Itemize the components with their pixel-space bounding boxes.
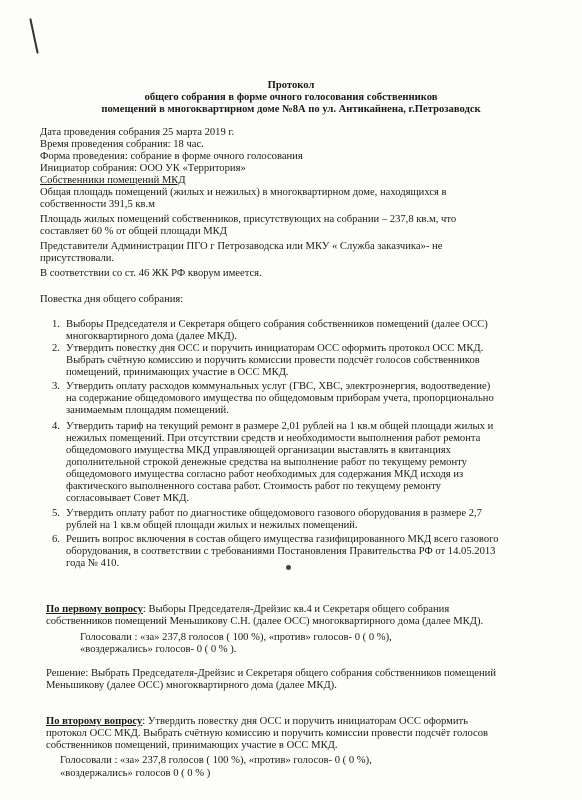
question-1-label: По первому вопросу <box>46 604 143 615</box>
question-1-line: собственников помещений Меньшикову С.Н. (далее ОСС) многоквартирного дома (далее МКД). <box>46 616 484 627</box>
document-subtitle: помещений в многоквартирном доме №8А по ул. Антикайнена, г.Петрозаводск <box>101 104 481 115</box>
question-2-votes: «воздержались» голосов 0 ( 0 % ) <box>60 768 211 779</box>
agenda-item-number: 3. <box>52 381 60 392</box>
owners-heading: Собственники помещений МКД <box>40 175 186 186</box>
question-2-line: протокол ОСС МКД. Выбрать счётную комиссию и поручить комиссии провести подсчёт голосов <box>46 728 489 739</box>
question-1-decision: Меньшикову (далее ОСС) многоквартирного дома (далее МКД). <box>46 680 337 691</box>
question-2-line: собственников помещений, принимающих участие в ОСС МКД. <box>46 740 338 751</box>
agenda-item-number: 6. <box>52 534 60 545</box>
question-2-line: : Утвердить повестку дня ОСС и поручить инициаторам ОСС оформить <box>142 716 468 727</box>
agenda-item: многоквартирного дома (далее МКД). <box>66 331 237 342</box>
agenda-item: общедомового имущества согласно работ необходимых для содержания МКД исходя из <box>66 469 464 480</box>
agenda-item: нежилых помещений. При отсутствии средств и необходимости выполнения работ ремонта <box>66 433 481 444</box>
meeting-form: Форма проведения: собрание в форме очного голосования <box>40 151 303 162</box>
ink-dot <box>286 565 291 570</box>
question-1-decision: Решение: Выбрать Председателя-Дрейзис и Секретаря общего собрания собственников помещений <box>46 668 497 679</box>
question-1-votes: Голосовали : «за» 237,8 голосов ( 100 %), «против» голосов- 0 ( 0 %), <box>80 632 392 643</box>
agenda-item-number: 1. <box>52 319 60 330</box>
pen-mark <box>29 18 38 54</box>
document-title: Протокол <box>267 80 315 91</box>
agenda-item-number: 2. <box>52 343 60 354</box>
agenda-item: согласовывает Совет МКД. <box>66 493 190 504</box>
agenda-item: фактического выполненного состава работ. Стоимость работ по текущему ремонту <box>66 481 441 492</box>
agenda-item: рублей на 1 кв.м общей площади жилых и нежилых помещений. <box>66 520 358 531</box>
representatives: присутствовали. <box>40 253 115 264</box>
agenda-item-number: 4. <box>52 421 60 432</box>
agenda-item: занимаемым площадям помещений. <box>66 405 229 416</box>
agenda-item: Утвердить оплату расходов коммунальных услуг (ГВС, ХВС, электроэнергия, водоотведение) <box>66 381 491 392</box>
total-area: собственности 391,5 кв.м <box>40 199 155 210</box>
agenda-item: помещений, принимающих участие в ОСС МКД. <box>66 367 289 378</box>
agenda-item: Выбрать счётную комиссию и поручить комиссии провести подсчёт голосов собственников <box>66 355 480 366</box>
question-1-votes: «воздержались» голосов- 0 ( 0 % ). <box>80 644 237 655</box>
present-area: Площадь жилых помещений собственников, присутствующих на собрании – 237,8 кв.м, что <box>40 214 457 225</box>
meeting-date: Дата проведения собрания 25 марта 2019 г. <box>40 127 235 138</box>
agenda-item: оборудования, в соответствии с требованиями Постановления Правительства РФ от 14.05.2013 <box>66 546 496 557</box>
question-2-text <box>46 716 468 728</box>
agenda-item: Утвердить оплату работ по диагностике общедомового газового оборудования в размере 2,7 <box>66 508 482 519</box>
agenda-heading: Повестка дня общего собрания: <box>40 294 184 305</box>
agenda-item: общедомового имущества МКД управляющей организации выставлять в квитанциях <box>66 445 451 456</box>
representatives: Представители Администрации ПГО г Петрозаводска или МКУ « Служба заказчика»- не <box>40 241 443 252</box>
agenda-item: на содержание общедомового имущества по общедомовым приборам учета, пропорционально <box>66 393 494 404</box>
question-2-votes: Голосовали : «за» 237,8 голосов ( 100 %), «против» голосов- 0 ( 0 %), <box>60 755 372 766</box>
agenda-item: Утвердить тариф на текущий ремонт в размере 2,01 рублей на 1 кв.м общей площади жилых и <box>66 421 494 432</box>
agenda-item: Выборы Председателя и Секретаря общего собрания собственников помещений (далее ОСС) <box>66 319 488 330</box>
meeting-time: Время проведения собрания: 18 час. <box>40 139 204 150</box>
question-1-text <box>46 604 449 616</box>
question-1-line: : Выборы Председателя-Дрейзис кв.4 и Секретаря общего собрания <box>142 604 450 615</box>
agenda-item: года № 410. <box>66 558 120 569</box>
agenda-item: Решить вопрос включения в состав общего имущества газифицированного МКД всего газового <box>66 534 499 545</box>
agenda-item: дополнительной строкой денежные средства на выполнение работ по текущему ремонту <box>66 457 467 468</box>
question-2-label: По второму вопросу <box>46 716 143 727</box>
present-area: составляет 60 % от общей площади МКД <box>40 226 227 237</box>
total-area: Общая площадь помещений (жилых и нежилых) в многоквартирном доме, находящихся в <box>40 187 447 198</box>
agenda-item: Утвердить повестку дня ОСС и поручить инициаторам ОСС оформить протокол ОСС МКД. <box>66 343 484 354</box>
quorum: В соответствии со ст. 46 ЖК РФ кворум имеется. <box>40 268 262 279</box>
agenda-item-number: 5. <box>52 508 60 519</box>
document-subtitle: общего собрания в форме очного голосования собственников <box>144 92 438 103</box>
meeting-initiator: Инициатор собрания: ООО УК «Территория» <box>40 163 246 174</box>
